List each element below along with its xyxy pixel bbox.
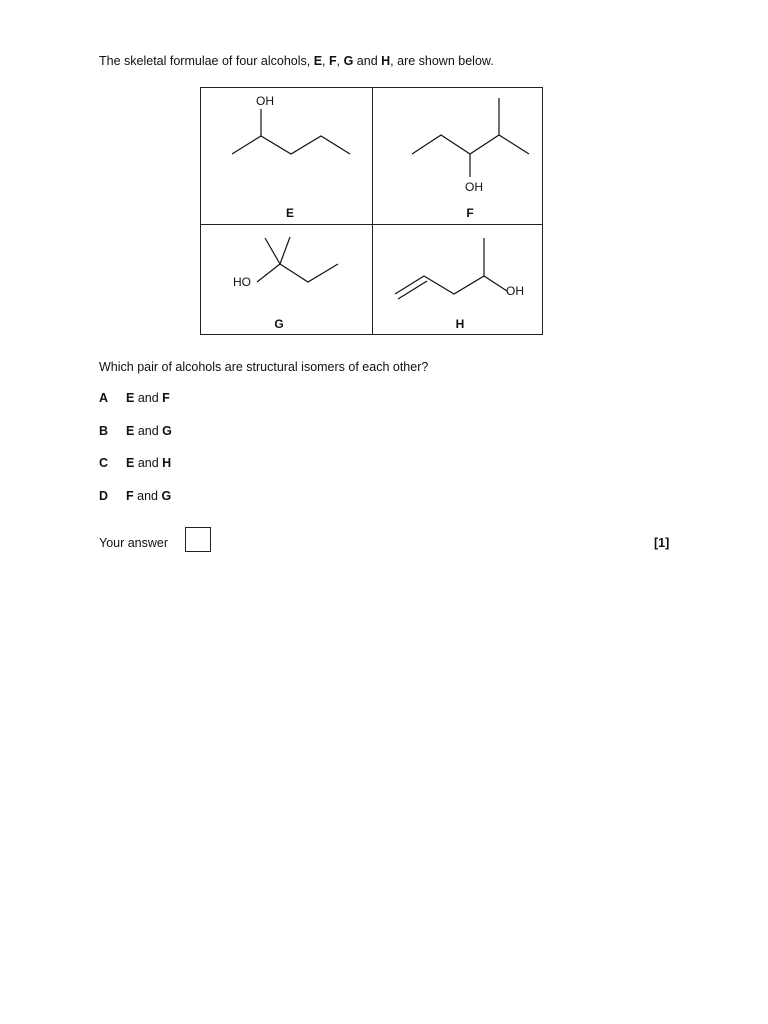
marks-label: [1] xyxy=(654,536,670,550)
option-and: and xyxy=(134,391,163,405)
intro-sep: , xyxy=(336,54,344,68)
structure-g-methyl-bond-2 xyxy=(280,237,290,264)
intro-and: and xyxy=(353,54,382,68)
option-second: H xyxy=(162,456,172,470)
intro-letter-e: E xyxy=(313,54,323,68)
option-second: F xyxy=(162,391,170,405)
structure-e-label: E xyxy=(285,206,294,220)
option-and: and xyxy=(133,489,162,503)
structure-f-cell xyxy=(373,88,544,224)
option-letter: C xyxy=(99,456,109,470)
option-first: F xyxy=(126,489,134,503)
structure-e-chain xyxy=(232,136,350,154)
option-second: G xyxy=(161,489,172,503)
structures-grid xyxy=(200,87,543,335)
structure-f-skeleton xyxy=(373,88,544,224)
structure-e-skeleton xyxy=(201,88,372,224)
option-first: E xyxy=(126,424,135,438)
structure-g-ho-label: HO xyxy=(233,275,251,289)
option-a[interactable] xyxy=(99,391,170,405)
answer-box[interactable] xyxy=(185,527,211,552)
structure-h-chain xyxy=(424,276,507,294)
intro-sep: , xyxy=(322,54,329,68)
structure-h-oh-label: OH xyxy=(506,284,524,298)
question-intro xyxy=(99,54,494,68)
structure-f-chain xyxy=(412,135,529,154)
structure-g-oh-bond xyxy=(257,264,280,282)
structure-f-label: F xyxy=(466,206,474,220)
intro-letter-f: F xyxy=(329,54,337,68)
intro-text: The skeletal formulae of four alcohols, xyxy=(99,54,314,68)
structure-h-cell xyxy=(373,225,544,335)
structure-e-oh-label: OH xyxy=(256,94,274,108)
question-text: Which pair of alcohols are structural isomers of each other? xyxy=(99,360,429,374)
option-second: G xyxy=(162,424,172,438)
structure-g-methyl-bond-1 xyxy=(265,238,280,264)
answer-label: Your answer xyxy=(99,536,169,550)
intro-letter-g: G xyxy=(343,54,354,68)
structure-g-chain xyxy=(280,264,338,282)
option-c[interactable] xyxy=(99,456,171,470)
structure-f-oh-label: OH xyxy=(465,180,483,194)
option-first: E xyxy=(126,456,135,470)
option-first: E xyxy=(126,391,135,405)
option-d[interactable] xyxy=(99,489,171,503)
structure-g-cell xyxy=(201,225,372,335)
structure-g-label: G xyxy=(274,317,284,331)
option-letter: A xyxy=(99,391,109,405)
structure-h-label: H xyxy=(455,317,465,331)
structure-e-cell xyxy=(201,88,372,224)
option-letter: B xyxy=(99,424,109,438)
intro-letter-h: H xyxy=(381,54,391,68)
option-b[interactable] xyxy=(99,424,172,438)
option-and: and xyxy=(134,456,163,470)
option-and: and xyxy=(134,424,163,438)
option-letter: D xyxy=(99,489,109,503)
intro-suffix: , are shown below. xyxy=(390,54,494,68)
